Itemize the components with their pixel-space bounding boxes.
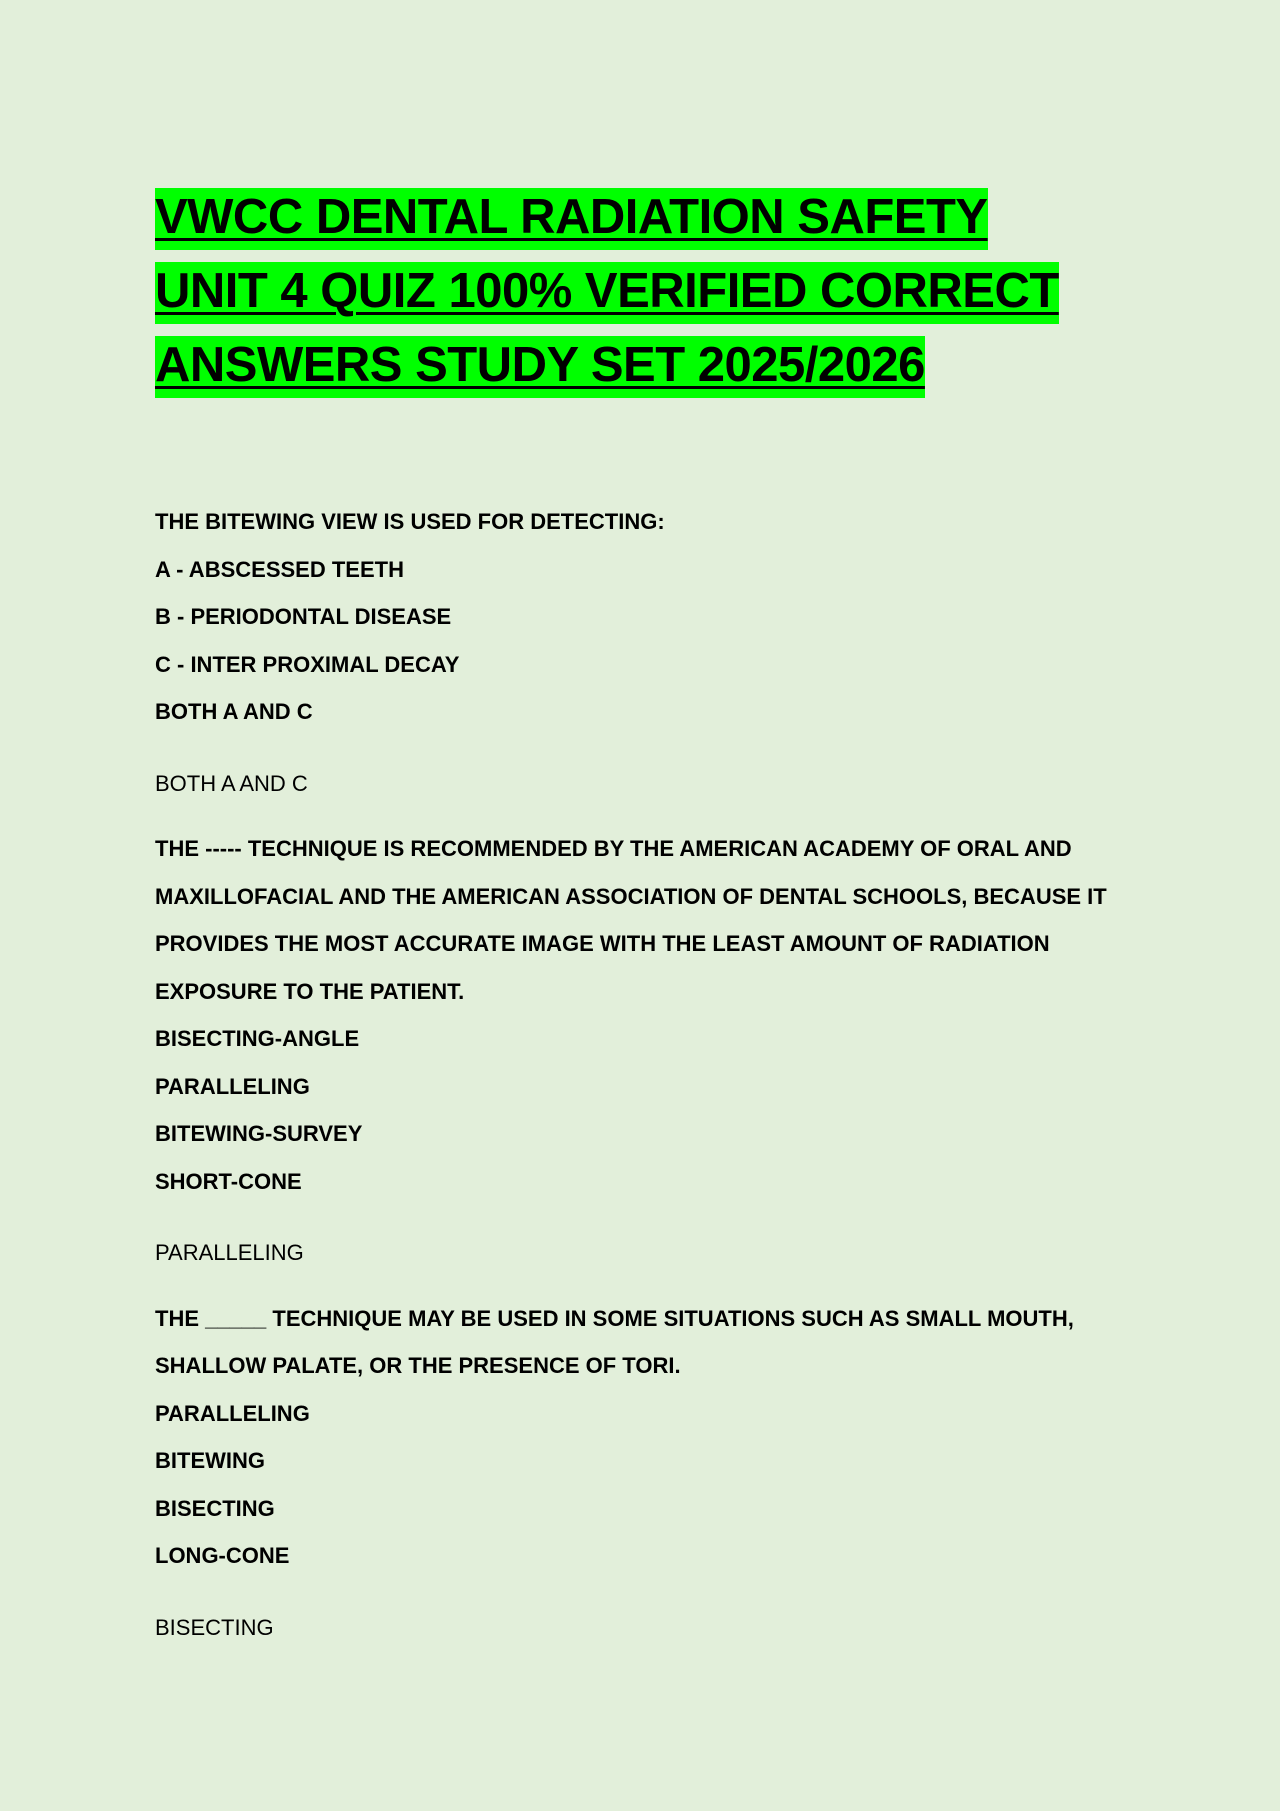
answer-option: B - PERIODONTAL DISEASE xyxy=(155,604,452,629)
question-block xyxy=(155,498,1115,807)
document-title xyxy=(155,180,1115,402)
title-line: ANSWERS STUDY SET 2025/2026 xyxy=(155,336,925,398)
question-text: SHALLOW PALATE, OR THE PRESENCE OF TORI. xyxy=(155,1353,681,1378)
question-text: THE _____ TECHNIQUE MAY BE USED IN SOME SITUATIONS SUCH AS SMALL MOUTH, xyxy=(155,1305,1074,1331)
answer-option: SHORT-CONE xyxy=(155,1168,302,1194)
title-line: VWCC DENTAL RADIATION SAFETY xyxy=(155,188,988,250)
answer-option: A - ABSCESSED TEETH xyxy=(155,556,404,582)
question-block xyxy=(155,1295,1115,1652)
answer-option: BISECTING xyxy=(155,1495,275,1521)
question-list xyxy=(155,498,1115,1651)
correct-answer: PARALLELING xyxy=(155,1240,304,1265)
question-block xyxy=(155,825,1115,1277)
answer-option: BITEWING xyxy=(155,1448,265,1473)
question-text: THE BITEWING VIEW IS USED FOR DETECTING: xyxy=(155,509,665,534)
answer-option: C - INTER PROXIMAL DECAY xyxy=(155,651,460,677)
answer-option: BOTH A AND C xyxy=(155,699,313,724)
answer-option: PARALLELING xyxy=(155,1073,310,1099)
answer-option: LONG-CONE xyxy=(155,1543,290,1568)
correct-answer: BOTH A AND C xyxy=(155,770,308,796)
answer-option: BISECTING-ANGLE xyxy=(155,1026,360,1051)
question-text: THE ----- TECHNIQUE IS RECOMMENDED BY THE AMERICAN ACADEMY OF ORAL AND xyxy=(155,836,1072,861)
answer-option: BITEWING-SURVEY xyxy=(155,1121,363,1146)
answer-option: PARALLELING xyxy=(155,1400,310,1426)
correct-answer: BISECTING xyxy=(155,1614,274,1640)
question-text: MAXILLOFACIAL AND THE AMERICAN ASSOCIATION OF DENTAL SCHOOLS, BECAUSE IT xyxy=(155,883,1107,909)
question-text: PROVIDES THE MOST ACCURATE IMAGE WITH THE LEAST AMOUNT OF RADIATION xyxy=(155,931,1050,956)
title-line: UNIT 4 QUIZ 100% VERIFIED CORRECT xyxy=(155,262,1059,324)
document-page xyxy=(155,180,1115,1669)
question-text: EXPOSURE TO THE PATIENT. xyxy=(155,978,465,1004)
